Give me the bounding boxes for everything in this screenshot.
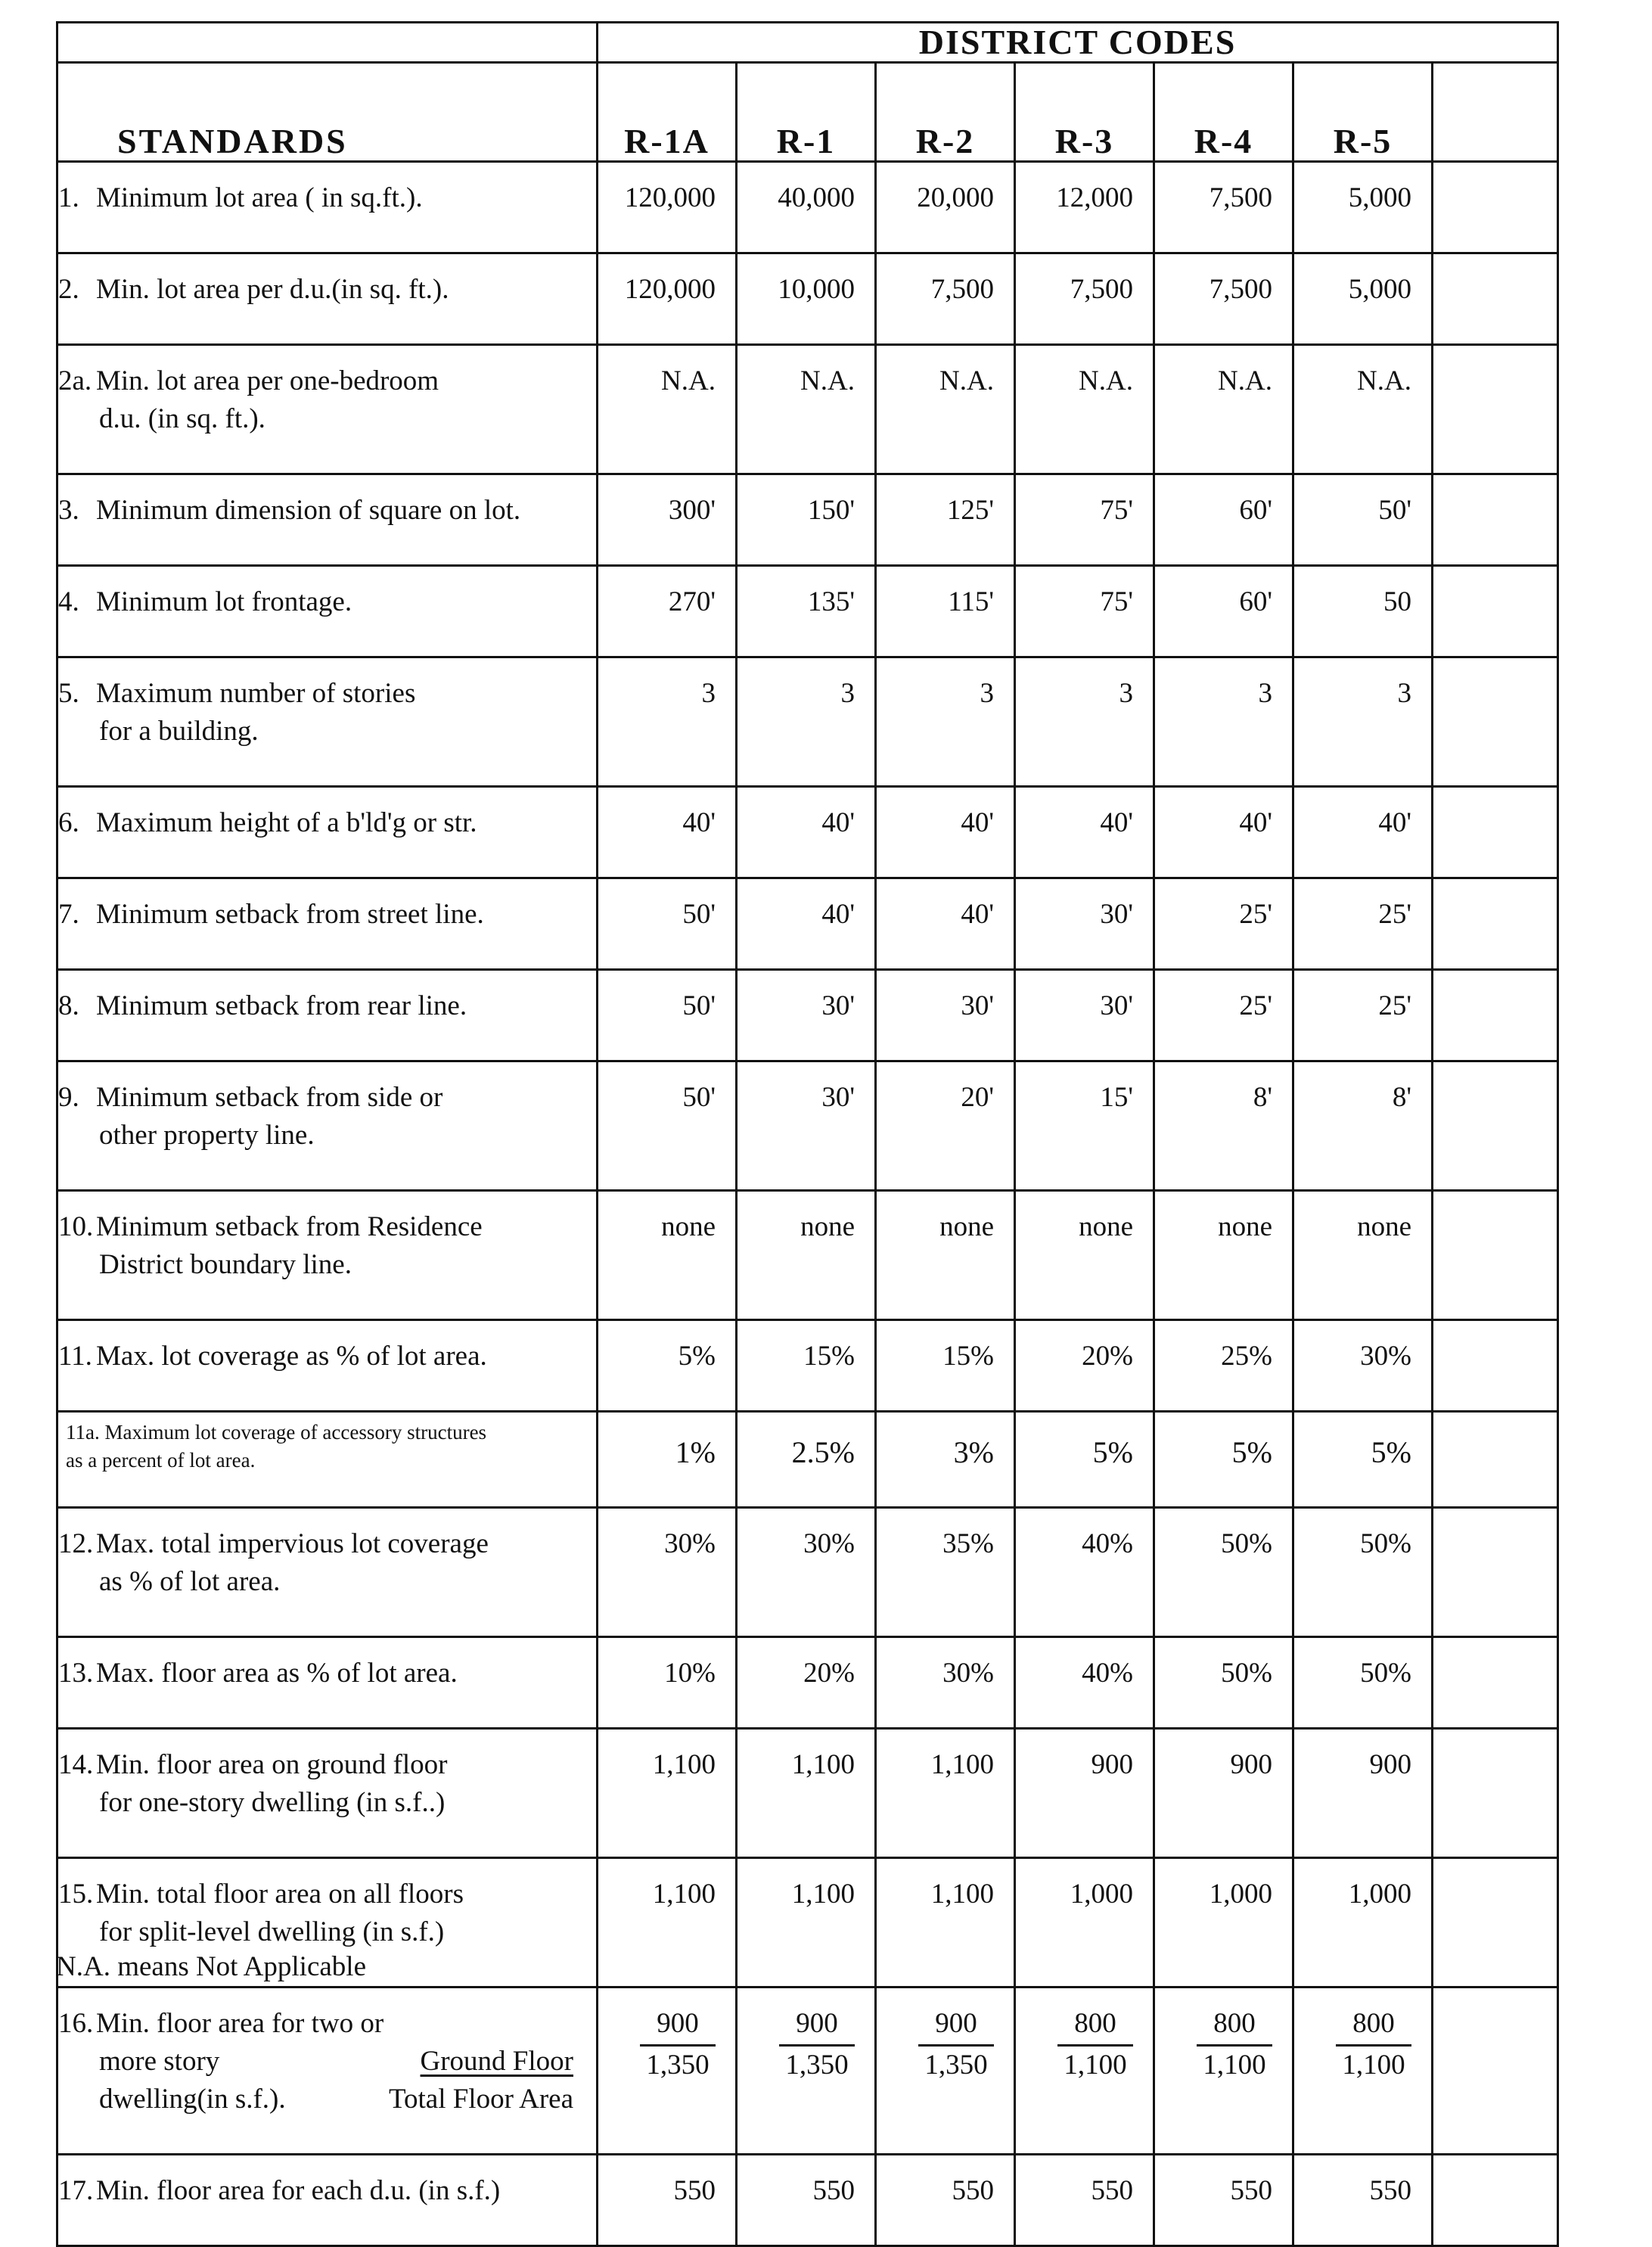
table-row	[57, 1191, 1558, 1320]
standard-label-cell	[57, 1061, 598, 1191]
value-cell: 900	[1293, 1729, 1433, 1858]
blank-cell	[1433, 2155, 1558, 2246]
table-row	[57, 1729, 1558, 1858]
blank-cell	[1433, 1637, 1558, 1729]
value-cell: 3%	[876, 1412, 1015, 1508]
standard-label: Maximum lot coverage of accessory structures	[104, 1421, 487, 1444]
standard-label: Minimum setback from rear line.	[96, 990, 467, 1021]
value-cell: 1,100	[598, 1858, 737, 1987]
standard-label: Min. floor area on ground floor	[96, 1749, 448, 1780]
value-cell: 40%	[1015, 1508, 1154, 1637]
value-cell: 5%	[1015, 1412, 1154, 1508]
value-cell: 40'	[737, 878, 876, 970]
table-row-17	[57, 2155, 1558, 2246]
standards-title: STANDARDS	[57, 63, 598, 162]
standard-label-cell	[57, 345, 598, 474]
value-cell: 30%	[1293, 1320, 1433, 1412]
standard-label-cell	[57, 1637, 598, 1729]
table-row	[57, 1637, 1558, 1729]
ground-floor-value: 800	[1057, 2005, 1133, 2047]
table-row	[57, 1320, 1558, 1412]
floor-area-fraction	[779, 2005, 855, 2084]
value-cell: 20%	[737, 1637, 876, 1729]
total-floor-area-label: Total Floor Area	[388, 2084, 573, 2115]
standard-label: Minimum setback from side or	[96, 1082, 443, 1113]
value-cell: 50'	[598, 878, 737, 970]
standard-number: 13.	[58, 1658, 94, 1689]
value-cell: 1,100	[737, 1858, 876, 1987]
value-cell: 550	[1293, 2155, 1433, 2246]
standard-label: Minimum setback from street line.	[96, 899, 484, 930]
standard-number: 10.	[58, 1211, 94, 1242]
blank-cell	[1433, 1061, 1558, 1191]
value-cell: 3	[876, 657, 1015, 787]
standard-number: 17.	[58, 2175, 94, 2206]
standard-label-cell	[57, 1320, 598, 1412]
value-cell: none	[876, 1191, 1015, 1320]
value-cell: 7,500	[1154, 253, 1293, 345]
standard-number: 15.	[58, 1879, 94, 1910]
total-floor-value: 1,100	[1342, 2050, 1405, 2081]
standard-label-cell	[57, 970, 598, 1061]
standard-label: Max. lot coverage as % of lot area.	[96, 1341, 487, 1372]
code-header-blank	[1433, 63, 1558, 162]
value-cell: 40'	[1293, 787, 1433, 878]
value-cell: none	[1015, 1191, 1154, 1320]
value-cell: 1,000	[1154, 1858, 1293, 1987]
value-cell: 40'	[876, 878, 1015, 970]
blank-cell	[1433, 253, 1558, 345]
total-floor-value: 1,350	[924, 2050, 988, 2081]
ground-floor-value: 900	[779, 2005, 855, 2047]
table-row	[57, 657, 1558, 787]
standard-label-line3: dwelling(in s.f.).	[99, 2084, 286, 2115]
standard-label: Minimum lot area ( in sq.ft.).	[96, 182, 423, 213]
value-cell: none	[1293, 1191, 1433, 1320]
value-cell: 120,000	[598, 162, 737, 253]
blank-header-cell	[57, 23, 598, 63]
value-cell: N.A.	[737, 345, 876, 474]
table-row	[57, 253, 1558, 345]
standard-number: 2.	[58, 274, 79, 305]
value-cell: 50%	[1154, 1637, 1293, 1729]
ground-floor-value: 900	[640, 2005, 716, 2047]
value-cell: 20,000	[876, 162, 1015, 253]
district-codes-header-row	[57, 23, 1558, 63]
ground-floor-value: 800	[1336, 2005, 1411, 2047]
value-cell: 270'	[598, 566, 737, 657]
standard-label: Max. floor area as % of lot area.	[96, 1658, 458, 1689]
standard-label-line2: as % of lot area.	[99, 1566, 281, 1597]
blank-cell	[1433, 474, 1558, 566]
blank-cell	[1433, 1320, 1558, 1412]
value-cell: N.A.	[1154, 345, 1293, 474]
value-cell: 10%	[598, 1637, 737, 1729]
standard-label-cell	[57, 253, 598, 345]
value-cell: 25'	[1293, 878, 1433, 970]
value-cell: 40'	[737, 787, 876, 878]
standard-number: 3.	[58, 495, 79, 526]
standard-label: Min. lot area per d.u.(in sq. ft.).	[96, 274, 449, 305]
value-cell: 115'	[876, 566, 1015, 657]
floor-area-fraction	[1197, 2005, 1272, 2084]
ground-floor-label: Ground Floor	[420, 2046, 573, 2077]
standard-label-line2: District boundary line.	[99, 1249, 352, 1280]
standard-label: Min. floor area for each d.u. (in s.f.)	[96, 2175, 501, 2206]
floor-area-fraction	[640, 2005, 716, 2084]
standard-number: 2a.	[58, 365, 92, 396]
standard-label: Min. lot area per one-bedroom	[96, 365, 439, 396]
standard-number: 7.	[58, 899, 79, 930]
standard-label-cell	[57, 162, 598, 253]
value-cell: 50'	[1293, 474, 1433, 566]
zoning-standards-table	[56, 21, 1559, 2247]
table-row	[57, 970, 1558, 1061]
fraction-value-cell	[1015, 1987, 1154, 2155]
total-floor-value: 1,350	[785, 2050, 849, 2081]
table-row	[57, 1061, 1558, 1191]
value-cell: 1,100	[598, 1729, 737, 1858]
table-row	[57, 787, 1558, 878]
standard-number: 14.	[58, 1749, 94, 1780]
value-cell: 3	[1293, 657, 1433, 787]
standard-number: 11.	[58, 1341, 92, 1372]
value-cell: 75'	[1015, 474, 1154, 566]
code-header-r1a: R-1A	[598, 63, 737, 162]
table-row	[57, 474, 1558, 566]
value-cell: 15%	[876, 1320, 1015, 1412]
value-cell: 30%	[737, 1508, 876, 1637]
value-cell: 50%	[1293, 1637, 1433, 1729]
fraction-value-cell	[1293, 1987, 1433, 2155]
value-cell: 25'	[1154, 878, 1293, 970]
value-cell: 5,000	[1293, 162, 1433, 253]
value-cell: 1,000	[1015, 1858, 1154, 1987]
value-cell: 12,000	[1015, 162, 1154, 253]
table-row	[57, 1508, 1558, 1637]
standard-label-cell	[57, 1508, 598, 1637]
standard-label-cell	[57, 474, 598, 566]
value-cell: 20'	[876, 1061, 1015, 1191]
footnote: N.A. means Not Applicable	[56, 1951, 366, 1982]
total-floor-value: 1,100	[1203, 2050, 1266, 2081]
standard-label-cell	[57, 787, 598, 878]
value-cell: N.A.	[876, 345, 1015, 474]
column-header-row	[57, 63, 1558, 162]
value-cell: 550	[876, 2155, 1015, 2246]
standard-label: Maximum number of stories	[96, 678, 416, 709]
standard-number: 4.	[58, 586, 79, 617]
code-header-r1: R-1	[737, 63, 876, 162]
standard-label-line2: for one-story dwelling (in s.f..)	[99, 1787, 446, 1818]
value-cell: 900	[1015, 1729, 1154, 1858]
value-cell: 7,500	[1154, 162, 1293, 253]
standard-label: Minimum dimension of square on lot.	[96, 495, 521, 526]
value-cell: 40'	[876, 787, 1015, 878]
value-cell: 300'	[598, 474, 737, 566]
standard-label-line2: other property line.	[99, 1120, 315, 1151]
blank-cell	[1433, 162, 1558, 253]
blank-cell	[1433, 878, 1558, 970]
total-floor-value: 1,100	[1064, 2050, 1127, 2081]
value-cell: 550	[1154, 2155, 1293, 2246]
value-cell: 60'	[1154, 566, 1293, 657]
blank-cell	[1433, 657, 1558, 787]
blank-cell	[1433, 1508, 1558, 1637]
fraction-value-cell	[1154, 1987, 1293, 2155]
value-cell: 135'	[737, 566, 876, 657]
value-cell: 900	[1154, 1729, 1293, 1858]
floor-area-fraction	[918, 2005, 994, 2084]
standard-label-cell	[57, 1412, 598, 1508]
value-cell: 15%	[737, 1320, 876, 1412]
value-cell: 40'	[1015, 787, 1154, 878]
value-cell: 15'	[1015, 1061, 1154, 1191]
value-cell: 550	[598, 2155, 737, 2246]
standard-number: 11a.	[66, 1421, 100, 1444]
value-cell: 30%	[598, 1508, 737, 1637]
code-header-r5: R-5	[1293, 63, 1433, 162]
value-cell: 40,000	[737, 162, 876, 253]
fraction-value-cell	[876, 1987, 1015, 2155]
fraction-value-cell	[737, 1987, 876, 2155]
fraction-value-cell	[598, 1987, 737, 2155]
value-cell: 3	[598, 657, 737, 787]
table-row-16	[57, 1987, 1558, 2155]
standard-label: Maximum height of a b'ld'g or str.	[96, 807, 477, 838]
blank-cell	[1433, 345, 1558, 474]
value-cell: 8'	[1154, 1061, 1293, 1191]
table-row	[57, 345, 1558, 474]
value-cell: 150'	[737, 474, 876, 566]
blank-cell	[1433, 1729, 1558, 1858]
blank-cell	[1433, 566, 1558, 657]
value-cell: 550	[1015, 2155, 1154, 2246]
ground-floor-value: 900	[918, 2005, 994, 2047]
value-cell: 35%	[876, 1508, 1015, 1637]
value-cell: 7,500	[876, 253, 1015, 345]
value-cell: 30'	[737, 970, 876, 1061]
standard-label-cell	[57, 566, 598, 657]
standard-label: Min. total floor area on all floors	[96, 1879, 464, 1910]
value-cell: 1,000	[1293, 1858, 1433, 1987]
standard-number: 12.	[58, 1528, 94, 1559]
standard-label-cell	[57, 1987, 598, 2155]
floor-area-fraction	[1057, 2005, 1133, 2084]
blank-cell	[1433, 787, 1558, 878]
value-cell: 25%	[1154, 1320, 1293, 1412]
value-cell: 20%	[1015, 1320, 1154, 1412]
value-cell: 1%	[598, 1412, 737, 1508]
standard-label-line2: for split-level dwelling (in s.f.)	[99, 1916, 445, 1947]
standard-label-line2: d.u. (in sq. ft.).	[99, 403, 266, 434]
blank-cell	[1433, 1987, 1558, 2155]
value-cell: 40'	[1154, 787, 1293, 878]
value-cell: 50'	[598, 1061, 737, 1191]
value-cell: 50%	[1154, 1508, 1293, 1637]
value-cell: 25'	[1293, 970, 1433, 1061]
district-codes-title: DISTRICT CODES	[598, 23, 1558, 63]
ground-floor-value: 800	[1197, 2005, 1272, 2047]
standard-label: Min. floor area for two or	[96, 2008, 384, 2039]
value-cell: none	[1154, 1191, 1293, 1320]
blank-cell	[1433, 1191, 1558, 1320]
value-cell: 120,000	[598, 253, 737, 345]
value-cell: 3	[1154, 657, 1293, 787]
value-cell: 30'	[876, 970, 1015, 1061]
value-cell: none	[598, 1191, 737, 1320]
code-header-r4: R-4	[1154, 63, 1293, 162]
value-cell: N.A.	[598, 345, 737, 474]
value-cell: 40'	[598, 787, 737, 878]
value-cell: 3	[1015, 657, 1154, 787]
standard-number: 6.	[58, 807, 79, 838]
standard-number: 8.	[58, 990, 79, 1021]
value-cell: 5,000	[1293, 253, 1433, 345]
standard-label-cell	[57, 657, 598, 787]
blank-cell	[1433, 1412, 1558, 1508]
value-cell: 30'	[1015, 970, 1154, 1061]
value-cell: 1,100	[876, 1858, 1015, 1987]
value-cell: 1,100	[876, 1729, 1015, 1858]
code-header-r2: R-2	[876, 63, 1015, 162]
blank-cell	[1433, 1858, 1558, 1987]
standard-label-cell	[57, 1191, 598, 1320]
value-cell: 7,500	[1015, 253, 1154, 345]
value-cell: 50	[1293, 566, 1433, 657]
value-cell: 125'	[876, 474, 1015, 566]
value-cell: 2.5%	[737, 1412, 876, 1508]
value-cell: 60'	[1154, 474, 1293, 566]
standard-label: Max. total impervious lot coverage	[96, 1528, 489, 1559]
code-header-r3: R-3	[1015, 63, 1154, 162]
value-cell: 30%	[876, 1637, 1015, 1729]
value-cell: none	[737, 1191, 876, 1320]
table-row	[57, 162, 1558, 253]
total-floor-value: 1,350	[646, 2050, 710, 2081]
value-cell: 40%	[1015, 1637, 1154, 1729]
value-cell: 50%	[1293, 1508, 1433, 1637]
standard-label-cell	[57, 878, 598, 970]
standard-number: 1.	[58, 182, 79, 213]
value-cell: 30'	[737, 1061, 876, 1191]
value-cell: 25'	[1154, 970, 1293, 1061]
value-cell: 5%	[1293, 1412, 1433, 1508]
standard-number: 16.	[58, 2008, 94, 2039]
value-cell: N.A.	[1293, 345, 1433, 474]
blank-cell	[1433, 970, 1558, 1061]
standard-label-line2: as a percent of lot area.	[66, 1449, 256, 1472]
value-cell: N.A.	[1015, 345, 1154, 474]
standard-label-line2: for a building.	[99, 716, 259, 747]
value-cell: 50'	[598, 970, 737, 1061]
standard-label: Minimum lot frontage.	[96, 586, 352, 617]
value-cell: 3	[737, 657, 876, 787]
floor-area-fraction	[1336, 2005, 1411, 2084]
value-cell: 10,000	[737, 253, 876, 345]
value-cell: 8'	[1293, 1061, 1433, 1191]
standard-number: 5.	[58, 678, 79, 709]
value-cell: 75'	[1015, 566, 1154, 657]
value-cell: 30'	[1015, 878, 1154, 970]
standard-label: Minimum setback from Residence	[96, 1211, 483, 1242]
standard-number: 9.	[58, 1082, 79, 1113]
value-cell: 1,100	[737, 1729, 876, 1858]
table-row	[57, 566, 1558, 657]
standard-label-cell	[57, 2155, 598, 2246]
value-cell: 550	[737, 2155, 876, 2246]
value-cell: 5%	[1154, 1412, 1293, 1508]
table-row	[57, 878, 1558, 970]
table-row	[57, 1412, 1558, 1508]
standard-label-line2: more story	[99, 2046, 220, 2077]
standard-label-cell	[57, 1729, 598, 1858]
value-cell: 5%	[598, 1320, 737, 1412]
